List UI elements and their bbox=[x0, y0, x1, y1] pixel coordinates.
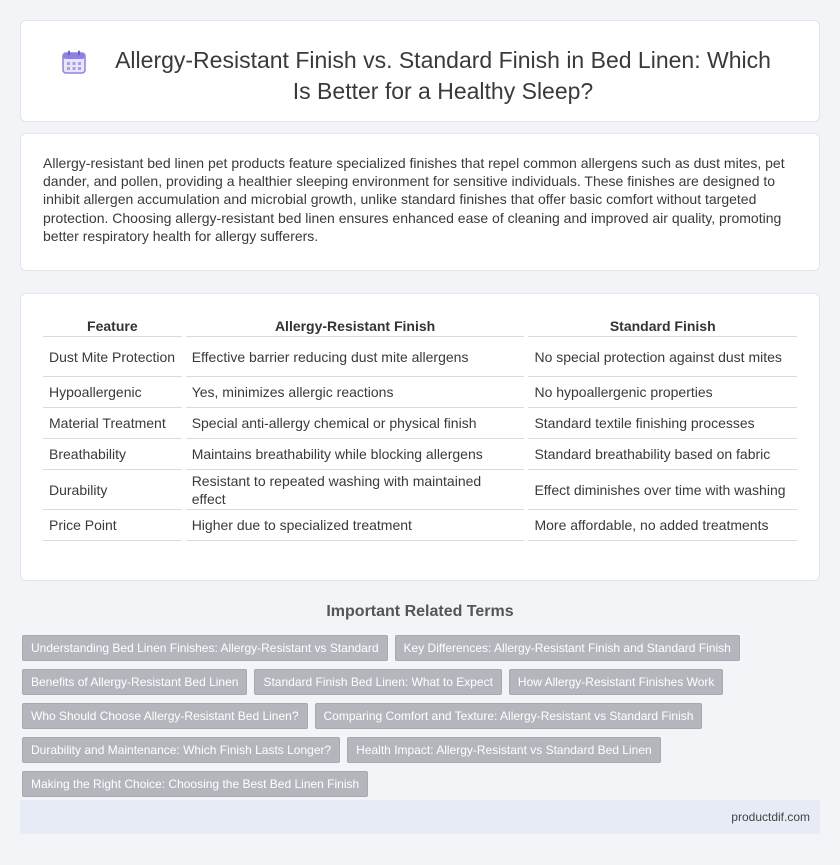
table-cell-allergy-resistant: Special anti-allergy chemical or physical finish bbox=[186, 408, 525, 439]
related-term-tag[interactable]: Making the Right Choice: Choosing the Best Bed Linen Finish bbox=[22, 771, 368, 797]
related-term-tag[interactable]: Health Impact: Allergy-Resistant vs Standard Bed Linen bbox=[347, 737, 661, 763]
table-cell-feature: Hypoallergenic bbox=[43, 377, 182, 408]
table-cell-standard: More affordable, no added treatments bbox=[528, 510, 797, 541]
table-row bbox=[43, 337, 797, 377]
table-cell-allergy-resistant: Effective barrier reducing dust mite allergens bbox=[186, 337, 525, 377]
table-cell-feature: Material Treatment bbox=[43, 408, 182, 439]
footer-site-link[interactable]: productdif.com bbox=[731, 810, 810, 824]
column-header-feature: Feature bbox=[43, 310, 182, 337]
related-term-tag[interactable]: Key Differences: Allergy-Resistant Finish and Standard Finish bbox=[395, 635, 740, 661]
column-header-allergy-resistant: Allergy-Resistant Finish bbox=[186, 310, 525, 337]
related-term-tag[interactable]: Understanding Bed Linen Finishes: Allergy-Resistant vs Standard bbox=[22, 635, 388, 661]
table-cell-standard: No special protection against dust mites bbox=[528, 337, 797, 377]
table-header-row bbox=[43, 310, 797, 337]
table-cell-feature: Price Point bbox=[43, 510, 182, 541]
table-cell-feature: Durability bbox=[43, 470, 182, 510]
table-row bbox=[43, 408, 797, 439]
related-term-tag[interactable]: Standard Finish Bed Linen: What to Expect bbox=[254, 669, 501, 695]
table-cell-allergy-resistant: Resistant to repeated washing with maintained effect bbox=[186, 470, 525, 510]
table-cell-feature: Breathability bbox=[43, 439, 182, 470]
related-term-tag[interactable]: Durability and Maintenance: Which Finish Lasts Longer? bbox=[22, 737, 340, 763]
comparison-table bbox=[39, 310, 801, 541]
related-term-tag[interactable]: Comparing Comfort and Texture: Allergy-Resistant vs Standard Finish bbox=[315, 703, 703, 729]
table-row bbox=[43, 439, 797, 470]
comparison-card bbox=[20, 293, 820, 581]
intro-paragraph: Allergy-resistant bed linen pet products feature specialized finishes that repel common allergens such as dust mites, pet dander, and pollen, providing a healthier sleeping environment for sensitive individuals. These finishes are designed to inhibit allergen accumulation and microbial growth, unlike standard finishes that offer basic comfort without targeted protection. Choosing allergy-resistant bed linen ensures enhanced ease of cleaning and improved air quality, promoting better respiratory health for allergy sufferers. bbox=[43, 155, 785, 244]
table-cell-allergy-resistant: Maintains breathability while blocking allergens bbox=[186, 439, 525, 470]
related-term-tag[interactable]: How Allergy-Resistant Finishes Work bbox=[509, 669, 724, 695]
table-row bbox=[43, 377, 797, 408]
page-title: Allergy-Resistant Finish vs. Standard Finish in Bed Linen: Which Is Better for a Healthy Sleep? bbox=[115, 47, 771, 104]
related-term-tag[interactable]: Who Should Choose Allergy-Resistant Bed Linen? bbox=[22, 703, 308, 729]
calendar-icon bbox=[61, 49, 87, 75]
table-cell-feature: Dust Mite Protection bbox=[43, 337, 182, 377]
footer bbox=[20, 800, 820, 834]
related-terms-title: Important Related Terms bbox=[326, 603, 514, 620]
related-term-tag[interactable]: Benefits of Allergy-Resistant Bed Linen bbox=[22, 669, 247, 695]
intro-card bbox=[20, 133, 820, 271]
related-terms-list bbox=[22, 635, 822, 805]
table-cell-standard: Effect diminishes over time with washing bbox=[528, 470, 797, 510]
table-row bbox=[43, 510, 797, 541]
table-cell-allergy-resistant: Yes, minimizes allergic reactions bbox=[186, 377, 525, 408]
table-cell-allergy-resistant: Higher due to specialized treatment bbox=[186, 510, 525, 541]
table-cell-standard: No hypoallergenic properties bbox=[528, 377, 797, 408]
table-row bbox=[43, 470, 797, 510]
header-card bbox=[20, 20, 820, 122]
table-cell-standard: Standard breathability based on fabric bbox=[528, 439, 797, 470]
table-cell-standard: Standard textile finishing processes bbox=[528, 408, 797, 439]
column-header-standard: Standard Finish bbox=[528, 310, 797, 337]
